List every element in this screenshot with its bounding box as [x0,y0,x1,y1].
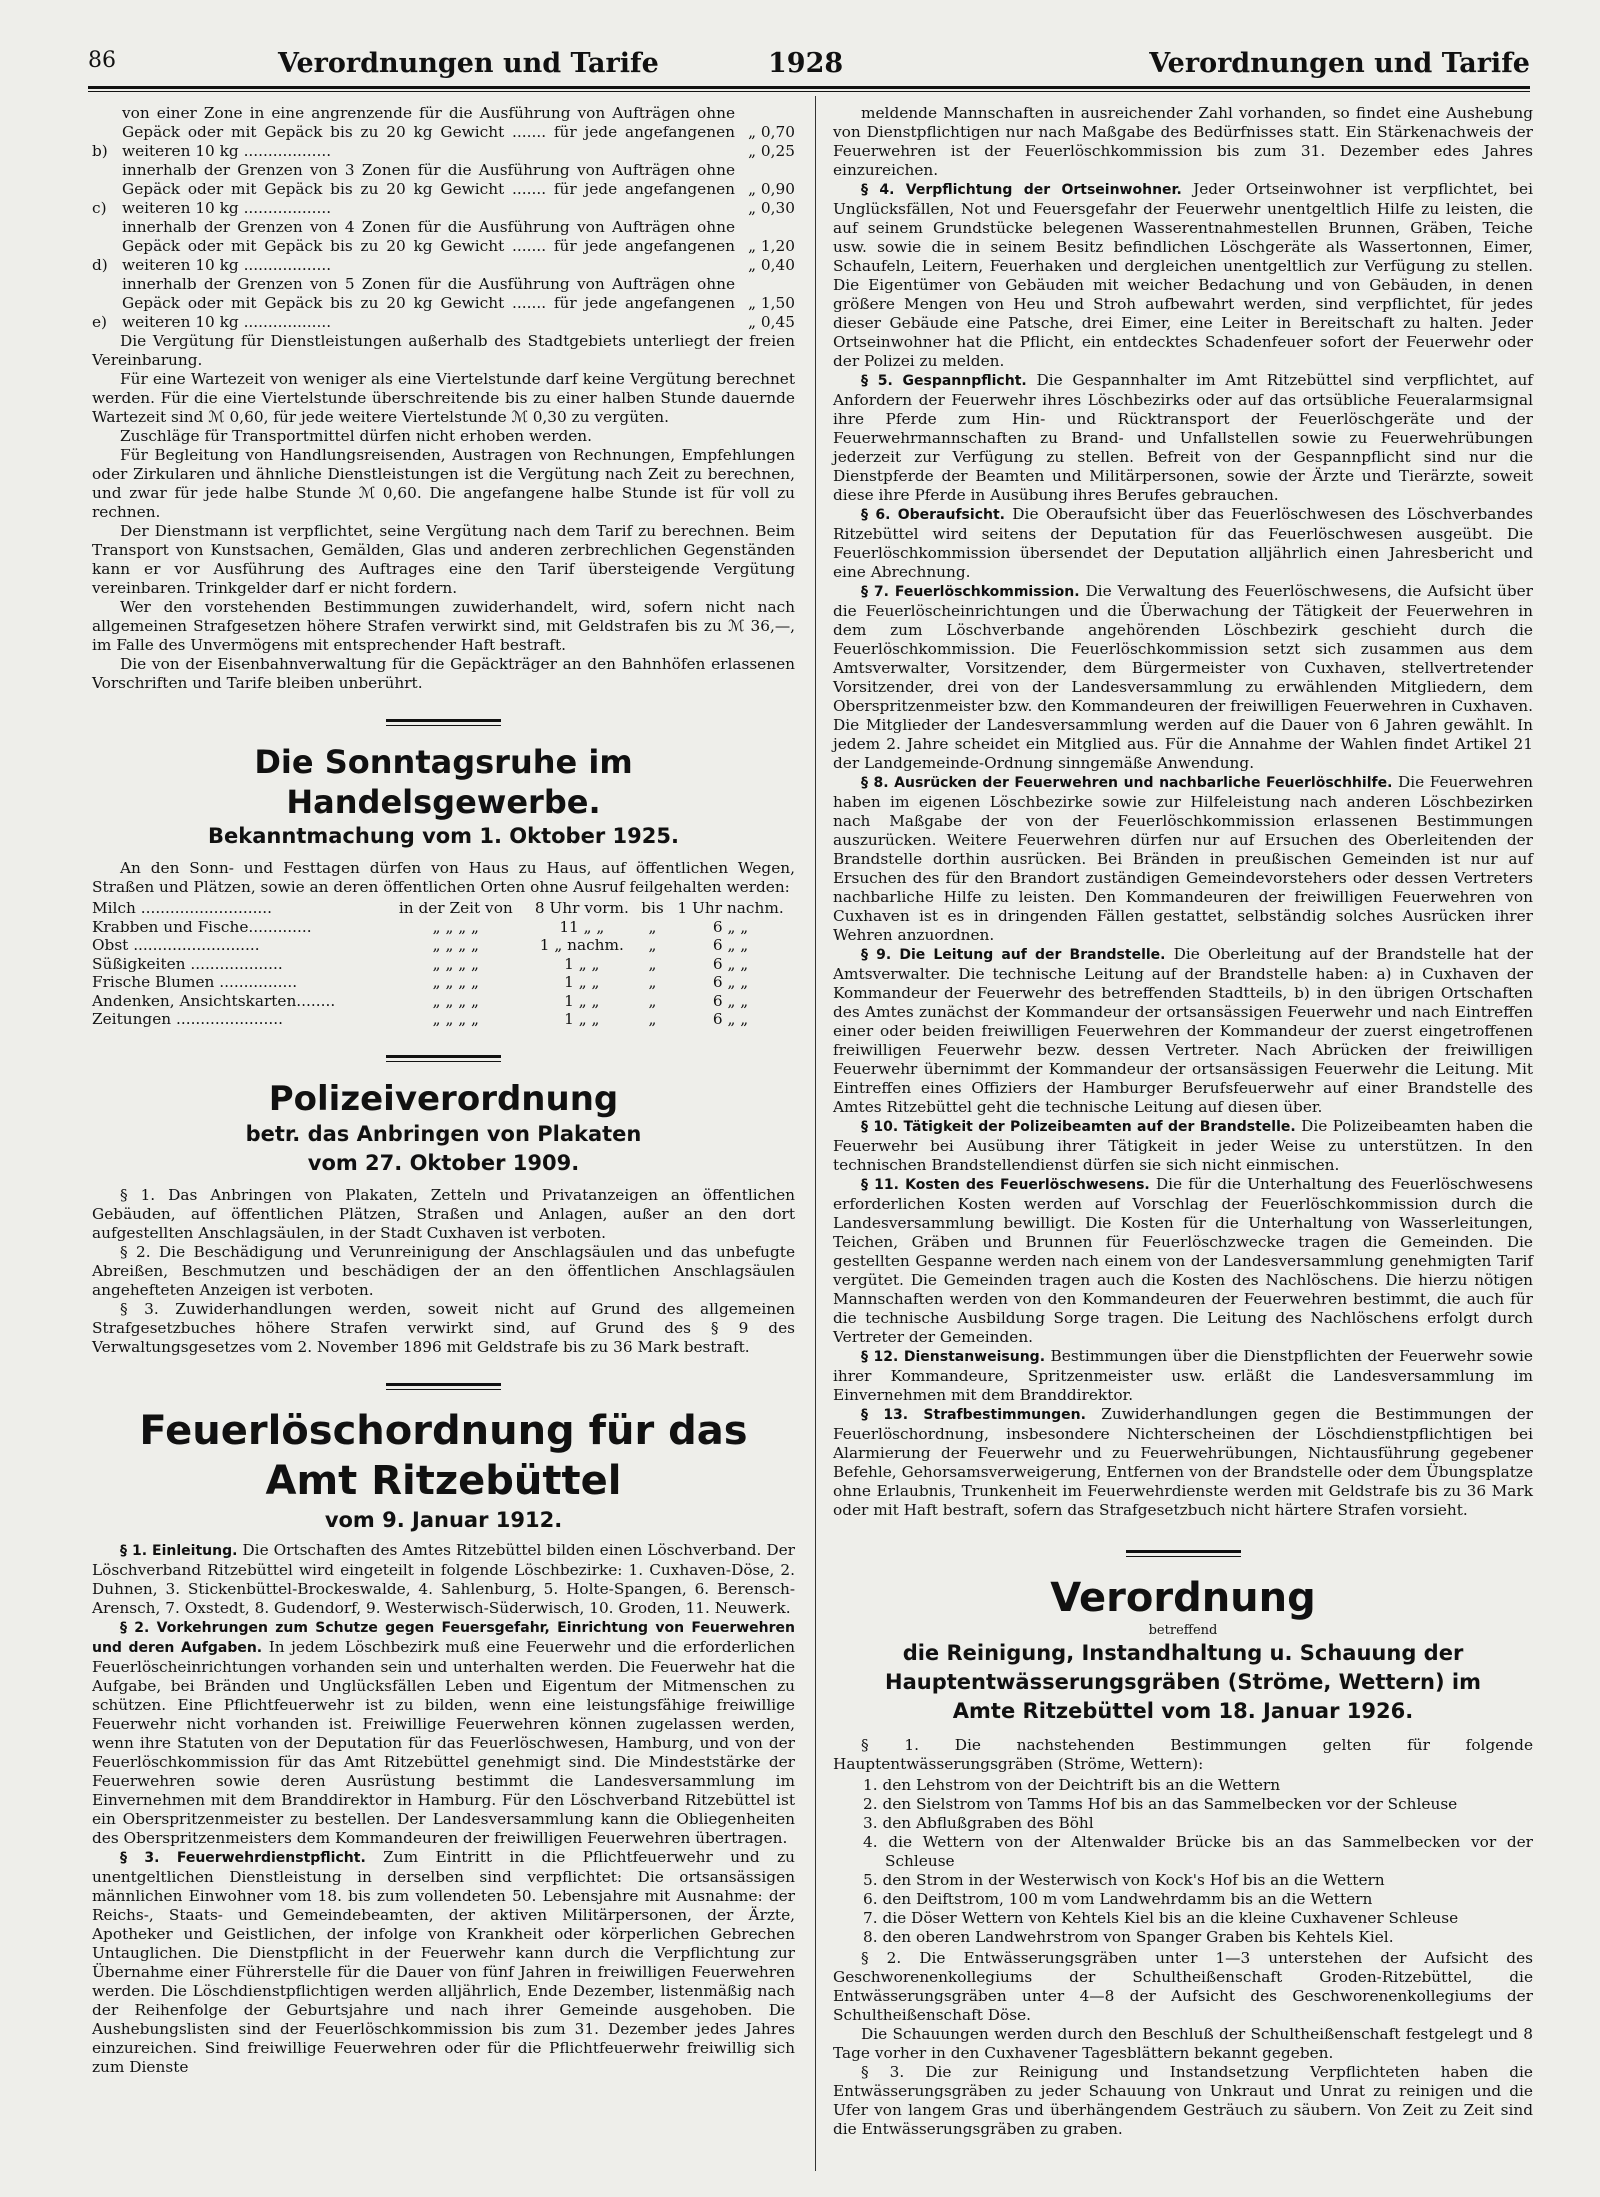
section-paragraph [92,1541,795,1618]
page-number: 86 [88,48,116,73]
item-cell: Andenken, Ansichtskarten........ [92,991,336,1010]
table-row [92,899,795,918]
section-subtitle-verordnung: die Reinigung, Instandhaltung u. Schauung der Hauptentwässerungsgräben (Ströme, Wettern) im Amte Ritzebüttel vom 18. Januar 1926. [885,1641,1481,1723]
list-item: 7. die Döser Wettern von Kehtels Kiel bis an die kleine Cuxhavener Schleuse [863,1909,1459,1927]
verordnung-paragraph-1: § 1. Die nachstehenden Bestimmungen gelten für folgende Hauptentwässerungsgräben (Ströme, Wettern): [833,1736,1533,1773]
tariff-text: innerhalb der Grenzen von 5 Zonen für die Ausführung von Aufträgen ohne Gepäck oder mit Gepäck bis zu 20 kg Gewicht ....... für jede angefangenen weiteren 10 kg .................. [122,275,735,331]
section-paragraph [833,1175,1533,1347]
section-heading: § 10. Tätigkeit der Polizeibeamten auf der Brandstelle. [861,1119,1296,1135]
section-paragraph [833,505,1533,582]
section-separator [386,719,501,726]
item-cell: Süßigkeiten ................... [92,954,283,973]
from-cell: 1 „ „ [564,991,600,1010]
to-cell: 6 „ „ [712,973,749,991]
list-item: 6. den Deiftstrom, 100 m vom Landwehrdamm bis an die Wettern [863,1890,1373,1908]
time-cell: „ „ „ „ [432,936,479,954]
section-title-verordnung: Verordnung [1050,1575,1316,1621]
to-cell: 6 „ „ [712,991,749,1010]
section-paragraph [833,773,1533,945]
section-paragraph [833,945,1533,1117]
sonntagsruhe-table [92,899,795,1029]
section-paragraph [833,1347,1533,1405]
list-item: 5. den Strom in der Westerwisch von Kock's Hof bis an die Wettern [863,1871,1385,1889]
table-row [92,918,795,937]
from-cell: 1 „ „ [564,1010,600,1028]
section-paragraph [833,1405,1533,1520]
verordnung-paragraph-2: § 2. Die Entwässerungsgräben unter 1—3 unterstehen der Aufsicht des Geschworenenkollegiums der Schultheißenschaft Groden-Ritzebüttel, die Entwässerungsgräben unter 4—8 der Aufsicht des Geschworenenkollegiums der Schultheißenschaft Döse. [833,1949,1533,2024]
tariff-row [92,218,795,275]
paragraph: § 2. Die Beschädigung und Verunreinigung der Anschlagsäulen und das unbefugte Abreißen, Beschmutzen und beschädigen der an den öffentlichen Anschlagsäulen angehefteten Anzeigen ist verboten. [92,1242,795,1299]
bis-cell: „ [648,973,657,991]
section-subtitle-polizeiverordnung: betr. das Anbringen von Plakaten [245,1121,642,1146]
bis-cell: bis [641,899,664,917]
time-cell: „ „ „ „ [432,991,479,1010]
item-cell: Obst .......................... [92,936,260,954]
list-item: 3. den Abflußgraben des Böhl [863,1814,1094,1832]
paragraph: Für Begleitung von Handlungsreisenden, Austragen von Rechnungen, Empfehlungen oder Zirkularen und ähnliche Dienstleistungen ist die Vergütung nach Zeit zu berechnen, und zwar für jede halbe Stunde ℳ 0,60. Die angefangene halbe Stunde ist für voll zu rechnen. [92,446,795,521]
polizeiverordnung-text [92,1186,795,1357]
section-heading: § 9. Die Leitung auf der Brandstelle. [861,947,1166,963]
tariff-label: c) [92,199,107,217]
time-cell: „ „ „ „ [432,954,479,973]
list-item: 8. den oberen Landwehrstrom von Spanger Graben bis Kehtels Kiel. [863,1928,1394,1946]
section-heading: § 13. Strafbestimmungen. [861,1407,1086,1423]
tariff-text: innerhalb der Grenzen von 4 Zonen für die Ausführung von Aufträgen ohne Gepäck oder mit Gepäck bis zu 20 kg Gewicht ....... für jede angefangenen weiteren 10 kg .................. [122,218,735,274]
bis-cell: „ [648,936,657,954]
section-heading: § 8. Ausrücken der Feuerwehren und nachbarliche Feuerlöschhilfe. [861,775,1393,791]
verordnung-list [833,1776,1533,1947]
section-body: Zuwiderhandlungen gegen die Bestimmungen der Feuerlöschordnung, insbesondere Nichterscheinen der Löschdienstpflichtigen bei Alarmierung der Feuerwehr und zu Feuerwehrübungen, Nichtausführung gegebener Befehle, Gehorsamsverweigerung, Entfernen von der Brandstelle oder dem Übungsplatze ohne Erlaubnis, Trunkenheit im Feuerwehrdienste werden mit Geldstrafe bis zu 36 Mark oder mit Haft bestraft, sofern das Strafgesetzbuch nicht härtere Strafen vorsieht. [833,1405,1533,1519]
section-body: Die Verwaltung des Feuerlöschwesens, die Aufsicht über die Feuerlöscheinrichtungen und die Überwachung der Tätigkeit der Feuerwehren in dem zum Löschverbande angehörenden Löschbezirk geschieht durch die Feuerlöschkommission. Die Feuerlöschkommission setzt sich zusammen aus dem Amtsverwalter, Vorsitzender, dem Bürgermeister von Cuxhaven, stellvertretender Vorsitzender, drei von der Landesversammlung zu erwählenden Mitgliedern, dem Oberspritzenmeister bzw. den Kommandeuren der freiwilligen Feuerwehren in Cuxhaven. Die Mitglieder der Landesversammlung werden auf die Dauer von 6 Jahren gewählt. In jedem 2. Jahre scheidet ein Mitglied aus. Für die Annahme der Wahlen findet Artikel 21 der Landgemeinde-Ordnung sinngemäße Anwendung. [833,582,1533,772]
section-subtitle-sonntagsruhe: Bekanntmachung vom 1. Oktober 1925. [208,824,679,848]
section-heading: § 12. Dienstanweisung. [861,1349,1046,1365]
tariff-row [92,104,795,161]
list-item: 1. den Lehstrom von der Deichtrift bis an die Wettern [863,1776,1281,1794]
to-cell: 6 „ „ [712,917,749,936]
item-cell: Krabben und Fische............. [92,917,312,936]
section-body: Die Polizeibeamten haben die Feuerwehr bei Ausübung ihrer Tätigkeit in jeder Weise zu unterstützen. In den technischen Brandstellendienst dürfen sie sich nicht einmischen. [833,1117,1533,1174]
verordnung-betreffend: betreffend [1148,1623,1218,1638]
paragraph: Die Vergütung für Dienstleistungen außerhalb des Stadtgebiets unterliegt der freien Vereinbarung. [92,332,795,369]
section-paragraph [833,371,1533,505]
feuerloeschordnung-right-text [833,104,1533,1520]
tariff-amount: „ 0,90 „ 0,30 [748,180,795,217]
tariff-text: von einer Zone in eine angrenzende für die Ausführung von Aufträgen ohne Gepäck oder mit Gepäck bis zu 20 kg Gewicht ....... für jede angefangenen weiteren 10 kg .................. [122,104,735,160]
section-body: Die Oberaufsicht über das Feuerlöschwesen des Löschverbandes Ritzebüttel wird seitens der Deputation für das Feuerlöschwesen ausgeübt. Die Feuerlöschkommission übersendet der Deputation alljährlich einen Jahresbericht und eine Abrechnung. [833,505,1533,581]
paragraph: § 1. Das Anbringen von Plakaten, Zetteln und Privatanzeigen an öffentlichen Gebäuden, auf öffentlichen Plätzen, Straßen und Anlagen, außer an den dort aufgestellten Anschlagsäulen, in der Stadt Cuxhaven ist verboten. [92,1185,795,1242]
section-paragraph [833,180,1533,371]
verordnung-paragraph-4: § 3. Die zur Reinigung und Instandsetzung Verpflichteten haben die Entwässerungsgräben zu jeder Schauung von Unkraut und Unrat zu reinigen und die Ufer von langem Gras und überhängendem Gesträuch zu säubern. Von Zeit zu Zeit sind die Entwässerungsgräben zu graben. [833,2063,1533,2138]
list-item: 4. die Wettern von der Altenwalder Brücke bis an das Sammelbecken vor der Schleuse [863,1833,1533,1870]
from-cell: 11 „ „ [559,917,605,936]
from-cell: 8 Uhr vorm. [534,899,629,917]
header-right-title: Verordnungen und Tarife [1149,48,1530,79]
tariff-notes [92,332,795,693]
time-cell: in der Zeit von [398,899,513,917]
time-cell: „ „ „ „ [432,917,479,936]
section-body: Zum Eintritt in die Pflichtfeuerwehr und zu unentgeltlichen Dienstleistung in derselben sind verpflichtet: Die ortsansässigen männlichen Einwohner vom 18. bis zum vollendeten 50. Lebensjahre mit Ausnahme: der Reichs-, Staats- und Gemeindebeamten, der aktiven Militärpersonen, der Ärzte, Apotheker und Geistlichen, der infolge von Krankheit oder körperlichen Gebrechen Untauglichen. Die Dienstpflicht in der Feuerwehr kann durch die Verpflichtung zur Übernahme einer Führerstelle für die Dauer von fünf Jahren in freiwilligen Feuerwehren werden. Die Löschdienstpflichtigen werden alljährlich, Ende Dezember, listenmäßig nach der Reihenfolge der Geburtsjahre und nach ihrer Gemeinde ausgehoben. Die Aushebungslisten sind der Feuerlöschkommission bis zum 31. Dezember jedes Jahres einzureichen. Sind freiwillige Feuerwehren oder für die Pflichtfeuerwehr freiwillig sich zum Dienste [92,1847,795,2076]
section-body: meldende Mannschaften in ausreichender Zahl vorhanden, so findet eine Aushebung von Dienstpflichtigen nur nach Maßgabe des Bedürfnisses statt. Ein Stärkenachweis der Feuerwehren ist der Feuerlöschkommission bis zum 31. Dezember edes Jahres einzureichen. [833,104,1533,179]
right-column [833,104,1533,2139]
to-cell: 6 „ „ [712,936,749,954]
section-heading: § 5. Gespannpflicht. [861,373,1027,389]
table-row [92,955,795,974]
bis-cell: „ [648,991,657,1010]
tariff-label: d) [92,256,108,274]
paragraph: Für eine Wartezeit von weniger als eine Viertelstunde darf keine Vergütung berechnet werden. Für die eine Viertelstunde überschreitende bis zu einer halben Stunde dauernde Wartezeit sind ℳ 0,60, für jede weitere Viertelstunde ℳ 0,30 zu vergüten. [92,370,795,426]
section-body: Die für die Unterhaltung des Feuerlöschwesens erforderlichen Kosten werden auf Vorschlag der Feuerlöschkommission durch die Landesversammlung bewilligt. Die Kosten für die Unterhaltung von Wasserleitungen, Teichen, Gräben und Brunnen für Feuerlöschzwecke tragen die Gemeinden. Die gestellten Gespanne werden nach einem von der Landesversammlung genehmigten Tarif vergütet. Die Gemeinden tragen auch die Kosten des Nachlöschens. Die hierzu nötigen Mannschaften werden von den Kommandeuren der Feuerwehren bestimmt, die auch für die technische Ausbildung Sorge tragen. Die Leitung des Nachlöschens erfolgt durch Vertreter der Gemeinden. [833,1175,1533,1346]
item-cell: Zeitungen ...................... [92,1010,283,1028]
from-cell: 1 „ „ [564,954,600,973]
section-body: Die Feuerwehren haben im eigenen Löschbezirke sowie zur Hilfeleistung nach anderen Löschbezirken nach Maßgabe der von der Feuerlöschkommission erlassenen Bestimmungen auszurücken. Weitere Feuerwehren dürfen nur auf Ersuchen des Oberleitenden der Brandstelle dorthin ausrücken. Bei Bränden in preußischen Gemeinden ist nur auf Ersuchen des für den Brandort zuständigen Gemeindevorstehers oder dessen Vertreters nachbarliche Hilfe zu leisten. Den Kommandeuren der freiwilligen Feuerwehren von Cuxhaven ist es in dringenden Fällen gestattet, selbständig solches Ausrücken ihrer Wehren anzuordnen. [833,773,1533,944]
section-heading: § 2. Vorkehrungen zum Schutze gegen Feuersgefahr, Einrichtung von Feuerwehren und deren Aufgaben. [92,1619,795,1656]
section-heading: § 4. Verpflichtung der Ortseinwohner. [861,182,1182,198]
paragraph: Zuschläge für Transportmittel dürfen nicht erhoben werden. [120,427,593,445]
section-body: Die Ortschaften des Amtes Ritzebüttel bilden einen Löschverband. Der Löschverband Ritzebüttel wird eingeteilt in folgende Löschbezirke: 1. Cuxhaven-Döse, 2. Duhnen, 3. Stickenbüttel-Brockeswalde, 4. Sahlenburg, 5. Holte-Spangen, 6. Berensch-Arensch, 7. Oxstedt, 8. Gudendorf, 9. Westerwisch-Süderwisch, 10. Groden, 11. Neuwerk. [92,1540,795,1617]
section-body: Jeder Ortseinwohner ist verpflichtet, bei Unglücksfällen, Not und Feuersgefahr der Feuerwehr unentgeltlich Hilfe zu leisten, die auf seinem Grundstücke belegenen Wasserentnahmestellen Brunnen, Gräben, Teiche usw. sowie die in seinem Besitz befindlichen Löschgeräte als Wassertonnen, Eimer, Schaufeln, Leitern, Feuerhaken und dergleichen unentgeltlich zur Verfügung zu stellen. Die Eigentümer von Gebäuden mit weicher Bedachung und von Gebäuden, in denen größere Mengen von Heu und Stroh aufbewahrt werden, sind verpflichtet, für jedes dieser Gebäude eine Patsche, drei Eimer, eine Leiter in Bereitschaft zu halten. Jeder Ortseinwohner hat die Pflicht, ein entdecktes Schadenfeuer sofort der Feuerwehr oder der Polizei zu melden. [833,180,1533,370]
section-heading: § 6. Oberaufsicht. [861,507,1005,523]
paragraph: Der Dienstmann ist verpflichtet, seine Vergütung nach dem Tarif zu berechnen. Beim Transport von Kunstsachen, Gemälden, Glas und anderen zerbrechlichen Gegenständen kann er vor Ausführung des Auftrages eine den Tarif übersteigende Vergütung vereinbaren. Trinkgelder darf er nicht fordern. [92,522,795,597]
header-rule-thin [88,91,1530,92]
section-heading: § 1. Einleitung. [120,1542,238,1559]
bis-cell: „ [648,917,657,936]
tariff-amount: „ 1,20 „ 0,40 [748,237,795,274]
tariff-label: b) [92,142,108,160]
section-paragraph [92,1848,795,2077]
tariff-amount: „ 0,70 „ 0,25 [748,123,795,160]
item-cell: Frische Blumen ................ [92,973,298,991]
section-title-polizeiverordnung: Polizeiverordnung [268,1078,619,1119]
section-heading: § 7. Feuerlöschkommission. [861,584,1080,600]
time-cell: „ „ „ „ [432,1010,479,1028]
column-divider [815,96,816,2171]
table-row [92,992,795,1011]
tariff-row [92,275,795,332]
section-paragraph [833,1117,1533,1175]
list-item: 2. den Sielstrom von Tamms Hof bis an das Sammelbecken vor der Schleuse [863,1795,1458,1813]
header-rule [88,86,1530,89]
tariff-amount: „ 1,50 „ 0,45 [748,294,795,331]
item-cell: Milch ........................... [92,899,273,917]
header-left-title: Verordnungen und Tarife [278,48,659,79]
section-body: In jedem Löschbezirk muß eine Feuerwehr und die erforderlichen Feuerlöscheinrichtungen vorhanden sein und unterhalten werden. Die Feuerwehr hat die Aufgabe, bei Bränden und Unglücksfällen Leben und Eigentum der Mitmenschen zu schützen. Eine Pflichtfeuerwehr ist zu bilden, wenn eine leistungsfähige freiwillige Feuerwehr nicht vorhanden ist. Freiwillige Feuerwehren können zugelassen werden, wenn ihre Statuten von der Deputation für das Feuerlöschwesen, Hamburg, und von der Feuerlöschkommission für das Amt Ritzebüttel genehmigt sind. Die Mindeststärke der Feuerwehren sowie deren Ausrüstung bestimmt die Landesversammlung im Einvernehmen mit dem Branddirektor in Hamburg. Für den Löschverband Ritzebüttel ist ein Oberspritzenmeister zu bestellen. Der Landesversammlung kann die Obliegenheiten des Oberspritzenmeisters dem Kommandeuren der freiwilligen Feuerwehren übertragen. [92,1637,795,1847]
header-year: 1928 [768,48,844,79]
section-paragraph [833,104,1533,180]
from-cell: 1 „ „ [564,973,600,991]
paragraph: Die von der Eisenbahnverwaltung für die Gepäckträger an den Bahnhöfen erlassenen Vorschriften und Tarife bleiben unberührt. [92,655,795,692]
section-paragraph [92,1618,795,1848]
page-header [88,48,1530,88]
bis-cell: „ [648,1010,657,1028]
tariff-row [92,161,795,218]
section-separator [386,1383,501,1390]
paragraph: § 3. Zuwiderhandlungen werden, soweit nicht auf Grund des allgemeinen Strafgesetzbuches höhere Strafen verwirkt sind, auf Grund des § 9 des Verwaltungsgesetzes vom 2. November 1896 mit Geldstrafe bis zu 36 Mark bestraft. [92,1299,795,1356]
left-column [92,104,795,2077]
section-title-sonntagsruhe: Die Sonntagsruhe im Handelsgewerbe. [254,743,633,821]
time-cell: „ „ „ „ [432,973,479,991]
table-row [92,973,795,992]
section-separator [1126,1550,1241,1557]
tariff-text: innerhalb der Grenzen von 3 Zonen für die Ausführung von Aufträgen ohne Gepäck oder mit Gepäck bis zu 20 kg Gewicht ....... für jede angefangenen weiteren 10 kg .................. [122,161,735,217]
section-date-feuerloeschordnung: vom 9. Januar 1912. [324,1507,563,1532]
tariff-label: e) [92,313,108,331]
sonntagsruhe-intro: An den Sonn- und Festtagen dürfen von Haus zu Haus, auf öffentlichen Wegen, Straßen und Plätzen, sowie an deren öffentlichen Orten ohne Ausruf feilgehalten werden: [92,859,795,896]
section-heading: § 3. Feuerwehrdienstpflicht. [120,1849,366,1866]
section-body: Die Gespannhalter im Amt Ritzebüttel sind verpflichtet, auf Anfordern der Feuerwehr ihres Löschbezirks oder auf das ortsübliche Feueralarmsignal ihre Pferde zum Hin- und Rücktransport der Feuerlöschgeräte und der Feuerwehrmannschaften zu Brand- und Unfallstellen sowie zu Feuerwehrübungen jederzeit zur Verfügung zu stellen. Befreit von der Gespannpflicht sind nur die Dienstpferde der Beamten und Militärpersonen, sowie der Ärzte und Tierärzte, soweit diese ihre Pferde in Ausübung ihres Berufes gebrauchen. [833,371,1533,504]
to-cell: 1 Uhr nachm. [677,899,784,917]
bis-cell: „ [648,954,657,973]
feuerloeschordnung-left-text [92,1541,795,2077]
tariff-list [92,104,795,332]
section-separator [386,1055,501,1062]
section-body: Bestimmungen über die Dienstpflichten der Feuerwehr sowie ihrer Kommandeure, Spritzenmeister usw. erläßt die Landesversammlung im Einvernehmen mit dem Branddirektor. [833,1347,1533,1404]
section-body: Die Oberleitung auf der Brandstelle hat der Amtsverwalter. Die technische Leitung auf der Brandstelle haben: a) in Cuxhaven der Kommandeur der Feuerwehr des betreffenden Stadtteils, b) in den übrigen Ortschaften des Amtes zunächst der Kommandeur der ortsansässigen Feuerwehr und nach Eintreffen einer oder beiden freiwilligen Feuerwehren der Kommandeur der zuerst eingetroffenen freiwilligen Feuerwehr bezw. dessen Vertreter. Nach Abrücken der freiwilligen Feuerwehr übernimmt der Kommandeur der ortsansässigen Feuerwehr die Leitung. Mit Eintreffen eines Offiziers der Hamburger Berufsfeuerwehr auf einer Brandstelle des Amtes Ritzebüttel geht die technische Leitung auf diesen über. [833,945,1533,1116]
paragraph: Wer den vorstehenden Bestimmungen zuwiderhandelt, wird, sofern nicht nach allgemeinen Strafgesetzen höhere Strafen verwirkt sind, mit Geldstrafen bis zu ℳ 36,—, im Falle des Unvermögens mit entsprechender Haft bestraft. [92,598,795,654]
verordnung-paragraph-3: Die Schauungen werden durch den Beschluß der Schultheißenschaft festgelegt und 8 Tage vorher in den Cuxhavener Tagesblättern bekannt gegeben. [833,2025,1533,2062]
section-paragraph [833,582,1533,773]
table-row [92,1010,795,1029]
section-title-feuerloeschordnung: Feuerlöschordnung für das Amt Ritzebüttel [139,1407,748,1504]
to-cell: 6 „ „ [712,1010,749,1028]
from-cell: 1 „ nachm. [539,936,624,954]
table-row [92,936,795,955]
section-date-polizeiverordnung: vom 27. Oktober 1909. [307,1150,580,1175]
to-cell: 6 „ „ [712,954,749,973]
section-heading: § 11. Kosten des Feuerlöschwesens. [861,1177,1150,1193]
